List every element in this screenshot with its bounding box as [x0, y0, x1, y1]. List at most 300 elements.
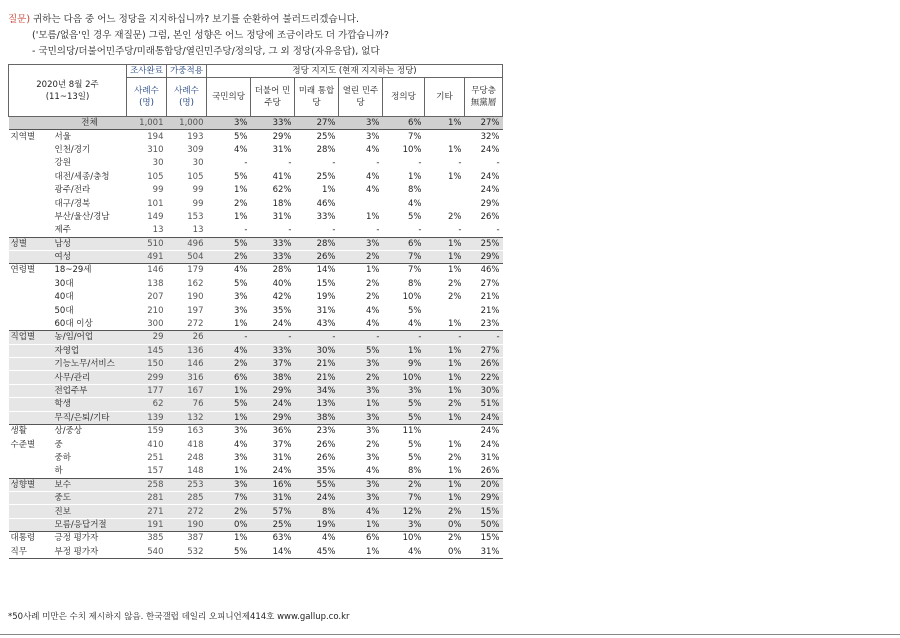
weighted-count: 316 [167, 371, 207, 384]
weighted-count: 504 [167, 250, 207, 263]
row-group: 생활 [9, 424, 51, 437]
support-value [339, 197, 383, 210]
completed-count: 299 [127, 371, 167, 384]
support-value: - [332, 225, 336, 236]
support-value: 27% [295, 117, 339, 130]
weighted-count: 136 [167, 344, 207, 357]
weighted-count: 309 [187, 144, 204, 155]
support-value: 1% [448, 466, 462, 477]
completed-count: 300 [147, 319, 164, 330]
support-value: 4% [408, 319, 422, 330]
row-group [9, 317, 51, 330]
row-label: 진보 [51, 505, 127, 518]
support-value: 28% [316, 144, 336, 155]
weighted-count: 30 [192, 158, 204, 169]
table-row [9, 264, 503, 277]
completed-count: 146 [127, 264, 167, 277]
support-value: 27% [465, 344, 503, 357]
support-value: 33% [251, 237, 295, 250]
support-value: 1% [425, 344, 465, 357]
support-value: 29% [251, 384, 295, 397]
support-value: 2% [448, 278, 462, 289]
party-header: 더불어 민주당 [251, 78, 295, 117]
row-label: 긍정 평가자 [51, 532, 127, 545]
table-row [9, 398, 503, 411]
support-value: 1% [425, 237, 465, 250]
support-value: 5% [408, 452, 422, 463]
row-group [9, 250, 51, 263]
completed-count: 1,001 [127, 117, 167, 130]
support-title: 정당 지지도 (현재 지지하는 정당) [207, 65, 503, 78]
support-value: 1% [207, 532, 251, 545]
party-header: 국민의당 [207, 78, 251, 117]
row-group: 지역별 [9, 130, 51, 143]
support-value: 33% [251, 117, 295, 130]
support-value: 45% [295, 545, 339, 558]
question-block [8, 12, 389, 60]
support-value: 2% [425, 505, 465, 518]
support-value: 38% [295, 411, 339, 424]
support-value: 4% [207, 264, 251, 277]
party-header: 무당층 無黨層 [465, 78, 503, 117]
support-value: 3% [339, 424, 383, 437]
support-value: 19% [316, 292, 336, 303]
support-value: 4% [207, 344, 251, 357]
support-value: 0% [207, 518, 251, 531]
support-value: 26% [465, 358, 503, 371]
row-group: 성향별 [9, 478, 51, 491]
support-value: - [383, 331, 425, 344]
row-group [9, 344, 51, 357]
support-value: 30% [465, 384, 503, 397]
row-group [9, 157, 51, 170]
weighted-count: 418 [187, 439, 204, 450]
support-value: - [339, 331, 383, 344]
support-value: 3% [207, 478, 251, 491]
support-value: 2% [448, 211, 462, 222]
support-value: 10% [402, 292, 422, 303]
table-row [9, 157, 503, 170]
row-label: 전업주부 [51, 384, 127, 397]
support-value: 1% [234, 185, 248, 196]
support-value: 5% [234, 171, 248, 182]
row-group [9, 143, 51, 156]
support-value: 29% [480, 198, 500, 209]
support-value: 7% [383, 491, 425, 504]
completed-count: 191 [127, 518, 167, 531]
support-value: 2% [234, 198, 248, 209]
support-value: 28% [251, 264, 295, 277]
support-value: 24% [295, 491, 339, 504]
weighted-count: 253 [167, 478, 207, 491]
party-header: 기타 [425, 78, 465, 117]
support-value: 3% [383, 384, 425, 397]
table-row [9, 250, 503, 263]
support-value: 4% [366, 185, 380, 196]
completed-count: 105 [147, 171, 164, 182]
row-group: 대통령 [9, 532, 51, 545]
support-value: 24% [272, 466, 292, 477]
support-value: - [295, 331, 339, 344]
support-value: 1% [448, 319, 462, 330]
support-value: - [288, 158, 292, 169]
table-row [9, 291, 503, 304]
completed-count: 159 [127, 424, 167, 437]
table-row [9, 117, 503, 130]
support-value: - [496, 158, 500, 169]
table-row [9, 532, 503, 545]
table-row [9, 371, 503, 384]
support-value: 26% [316, 452, 336, 463]
completed-count: 13 [152, 225, 164, 236]
row-group [9, 358, 51, 371]
support-value: 1% [448, 439, 462, 450]
row-label: 하 [54, 466, 63, 477]
row-label: 인천/경기 [54, 144, 91, 155]
row-label: 강원 [54, 158, 71, 169]
row-group [9, 371, 51, 384]
support-value: 14% [251, 545, 295, 558]
support-value: 3% [339, 237, 383, 250]
table-row [9, 143, 503, 156]
support-value: 1% [425, 264, 465, 277]
support-value: 3% [339, 491, 383, 504]
support-value: - [376, 158, 380, 169]
bottom-divider [0, 634, 900, 635]
support-value: 26% [316, 439, 336, 450]
support-value: 1% [234, 466, 248, 477]
support-value: 1% [339, 264, 383, 277]
support-value: 6% [383, 117, 425, 130]
support-value: 23% [295, 424, 339, 437]
support-value: 29% [251, 411, 295, 424]
row-label: 학생 [51, 398, 127, 411]
support-value: 21% [480, 305, 500, 316]
weighted-count: 248 [187, 452, 204, 463]
row-label: 광주/전라 [54, 185, 91, 196]
weighted-header: 가중적용 [167, 65, 207, 78]
support-value: 3% [234, 292, 248, 303]
completed-count: 281 [127, 491, 167, 504]
row-label: 남성 [51, 237, 127, 250]
completed-count: 258 [127, 478, 167, 491]
completed-count: 138 [147, 278, 164, 289]
support-value: 6% [207, 371, 251, 384]
support-value: - [496, 225, 500, 236]
party-header: 열린 민주당 [339, 78, 383, 117]
table-row [9, 344, 503, 357]
support-value: 24% [480, 439, 500, 450]
row-group [9, 491, 51, 504]
row-group [9, 197, 51, 210]
support-value: 7% [383, 250, 425, 263]
support-value: 35% [272, 305, 292, 316]
row-label: 기능노무/서비스 [51, 358, 127, 371]
weighted-count: 532 [167, 545, 207, 558]
completed-count: 101 [147, 198, 164, 209]
completed-count: 194 [127, 130, 167, 143]
support-value: 31% [272, 144, 292, 155]
row-group [9, 117, 51, 130]
table-row [9, 183, 503, 196]
support-value: 46% [465, 264, 503, 277]
support-value [425, 183, 465, 196]
completed-count: 149 [147, 211, 164, 222]
weighted-count: 26 [167, 331, 207, 344]
support-value: 2% [339, 371, 383, 384]
weighted-count: 496 [167, 237, 207, 250]
question-line-2: ('모름/없음'인 경우 재질문) 그럼, 본인 성향은 어느 정당에 조금이라도 더 가깝습니까? [32, 30, 389, 41]
support-value: 4% [366, 466, 380, 477]
row-group [9, 170, 51, 183]
weighted-count: 179 [167, 264, 207, 277]
support-value: 3% [366, 452, 380, 463]
completed-header: 조사완료 [127, 65, 167, 78]
table-row [9, 358, 503, 371]
completed-count: 251 [147, 452, 164, 463]
support-value: 31% [465, 545, 503, 558]
completed-count: 210 [147, 305, 164, 316]
support-value: 11% [383, 424, 425, 437]
support-value: 25% [316, 171, 336, 182]
weighted-count: 167 [167, 384, 207, 397]
table-row [9, 130, 503, 143]
support-value: 1% [425, 491, 465, 504]
support-value: 33% [316, 211, 336, 222]
row-label: 50대 [54, 305, 74, 316]
footnote: *50사례 미만은 수치 제시하지 않음. 한국갤럽 데일리 오피니언제414호 www.gallup.co.kr [8, 612, 350, 622]
support-value: 19% [295, 518, 339, 531]
table-row [9, 465, 503, 478]
completed-count: 510 [127, 237, 167, 250]
support-value: 4% [383, 545, 425, 558]
support-value: 8% [408, 466, 422, 477]
support-value: 5% [408, 439, 422, 450]
support-value: 29% [465, 491, 503, 504]
support-value: 1% [408, 171, 422, 182]
support-value: - [288, 225, 292, 236]
support-value: 24% [251, 398, 295, 411]
support-value: - [458, 158, 462, 169]
support-value: 4% [234, 144, 248, 155]
row-label: 60대 이상 [54, 319, 93, 330]
completed-count: 207 [147, 292, 164, 303]
support-value: 63% [251, 532, 295, 545]
completed-count: 540 [127, 545, 167, 558]
support-value: 1% [234, 319, 248, 330]
support-value: 28% [295, 237, 339, 250]
support-value: 51% [465, 398, 503, 411]
row-label: 부산/울산/경남 [54, 211, 110, 222]
support-value: 3% [234, 452, 248, 463]
support-value: 30% [295, 344, 339, 357]
support-value: 25% [251, 518, 295, 531]
support-value: 3% [207, 117, 251, 130]
row-group: 직무 [9, 545, 51, 558]
support-value: 24% [465, 411, 503, 424]
support-value: 1% [425, 478, 465, 491]
support-value: 5% [207, 545, 251, 558]
support-value: 38% [251, 371, 295, 384]
support-value: 2% [383, 478, 425, 491]
support-value: 18% [272, 198, 292, 209]
row-label: 대전/세종/충청 [54, 171, 110, 182]
support-value: 57% [251, 505, 295, 518]
table-row [9, 237, 503, 250]
table-row [9, 224, 503, 237]
table-row [9, 451, 503, 464]
support-value: 4% [366, 319, 380, 330]
completed-count: 410 [147, 439, 164, 450]
support-value: 20% [465, 478, 503, 491]
row-label: 보수 [51, 478, 127, 491]
support-value: 1% [448, 171, 462, 182]
support-value: 24% [480, 185, 500, 196]
weighted-count: 387 [167, 532, 207, 545]
support-value: 1% [425, 371, 465, 384]
support-value: 5% [234, 278, 248, 289]
completed-count: 29 [127, 331, 167, 344]
support-value: 3% [339, 117, 383, 130]
row-label: 30대 [54, 278, 74, 289]
row-group [9, 518, 51, 531]
completed-count: 177 [127, 384, 167, 397]
support-value: 24% [480, 144, 500, 155]
weighted-count: 190 [167, 518, 207, 531]
weighted-count: 285 [167, 491, 207, 504]
support-value: - [418, 158, 422, 169]
table-row [9, 277, 503, 290]
support-value: 7% [383, 264, 425, 277]
support-value: - [465, 331, 503, 344]
weighted-count: 272 [167, 505, 207, 518]
support-value: 5% [408, 211, 422, 222]
support-value: 31% [272, 211, 292, 222]
row-group: 연령별 [9, 264, 51, 277]
support-value: 4% [408, 198, 422, 209]
support-value: 2% [448, 292, 462, 303]
support-value: 8% [408, 185, 422, 196]
support-value: 9% [383, 358, 425, 371]
support-value: 25% [295, 130, 339, 143]
row-group: 수준별 [10, 439, 36, 450]
question-text: 귀하는 다음 중 어느 정당을 지지하십니까? 보기를 순환하여 불러드리겠습니다. [33, 14, 359, 25]
support-value: 1% [383, 344, 425, 357]
support-value [425, 304, 465, 317]
support-value: 21% [480, 292, 500, 303]
support-value: 35% [316, 466, 336, 477]
support-value: 1% [425, 358, 465, 371]
support-value: - [332, 158, 336, 169]
support-value: 26% [480, 211, 500, 222]
support-value: 1% [339, 518, 383, 531]
row-label: 자영업 [51, 344, 127, 357]
support-value: - [244, 158, 248, 169]
support-value: 2% [207, 505, 251, 518]
support-value: 31% [272, 452, 292, 463]
weighted-count: 272 [187, 319, 204, 330]
row-label: 중도 [51, 491, 127, 504]
support-value: 4% [366, 305, 380, 316]
support-value: 34% [295, 384, 339, 397]
support-value: 3% [207, 424, 251, 437]
support-value: 40% [272, 278, 292, 289]
row-group [9, 465, 51, 478]
completed-count: 157 [147, 466, 164, 477]
weighted-count: 99 [192, 185, 204, 196]
support-value: 8% [295, 505, 339, 518]
row-group [9, 277, 51, 290]
support-value: 0% [425, 518, 465, 531]
weighted-count: 148 [187, 466, 204, 477]
party-header: 미래 통합당 [295, 78, 339, 117]
support-value: 46% [316, 198, 336, 209]
completed-count: 310 [147, 144, 164, 155]
support-value: 4% [234, 439, 248, 450]
support-value: 15% [465, 532, 503, 545]
table-row [9, 384, 503, 397]
row-group [9, 411, 51, 424]
table-row [9, 170, 503, 183]
completed-count: 271 [127, 505, 167, 518]
support-value: 23% [480, 319, 500, 330]
support-value: - [376, 225, 380, 236]
table-row [9, 478, 503, 491]
table-row [9, 424, 503, 437]
completed-count: 145 [127, 344, 167, 357]
weighted-count: 162 [187, 278, 204, 289]
support-value [425, 197, 465, 210]
table-row [9, 197, 503, 210]
question-line-3: - 국민의당/더불어민주당/미래통합당/열린민주당/정의당, 그 외 정당(자유응답), 없다 [32, 46, 380, 57]
row-label: 대구/경북 [54, 198, 91, 209]
row-group [9, 291, 51, 304]
weighted-count: 99 [192, 198, 204, 209]
survey-date-header [9, 65, 127, 117]
support-value: 26% [295, 250, 339, 263]
support-value: 1% [207, 411, 251, 424]
support-value: - [458, 225, 462, 236]
support-value: 4% [339, 505, 383, 518]
support-value: 32% [465, 130, 503, 143]
support-value: 15% [316, 278, 336, 289]
support-value: - [418, 225, 422, 236]
support-value: 5% [207, 237, 251, 250]
support-value: 5% [383, 411, 425, 424]
weighted-count: 146 [167, 358, 207, 371]
table-row [9, 491, 503, 504]
support-value: 24% [465, 424, 503, 437]
party-support-table [8, 64, 503, 559]
support-value: 4% [366, 144, 380, 155]
support-value: 27% [465, 117, 503, 130]
weighted-count: 1,000 [167, 117, 207, 130]
weighted-count: 132 [167, 411, 207, 424]
support-value: 27% [480, 278, 500, 289]
support-value: 1% [234, 211, 248, 222]
row-group [9, 304, 51, 317]
support-value [425, 424, 465, 437]
row-label: 중하 [54, 452, 71, 463]
completed-count: 150 [127, 358, 167, 371]
support-value: 1% [425, 117, 465, 130]
support-value: 24% [272, 319, 292, 330]
support-value: 2% [207, 358, 251, 371]
row-group [9, 224, 51, 237]
weighted-count: 13 [192, 225, 204, 236]
support-value: 3% [383, 518, 425, 531]
support-value: 2% [425, 398, 465, 411]
